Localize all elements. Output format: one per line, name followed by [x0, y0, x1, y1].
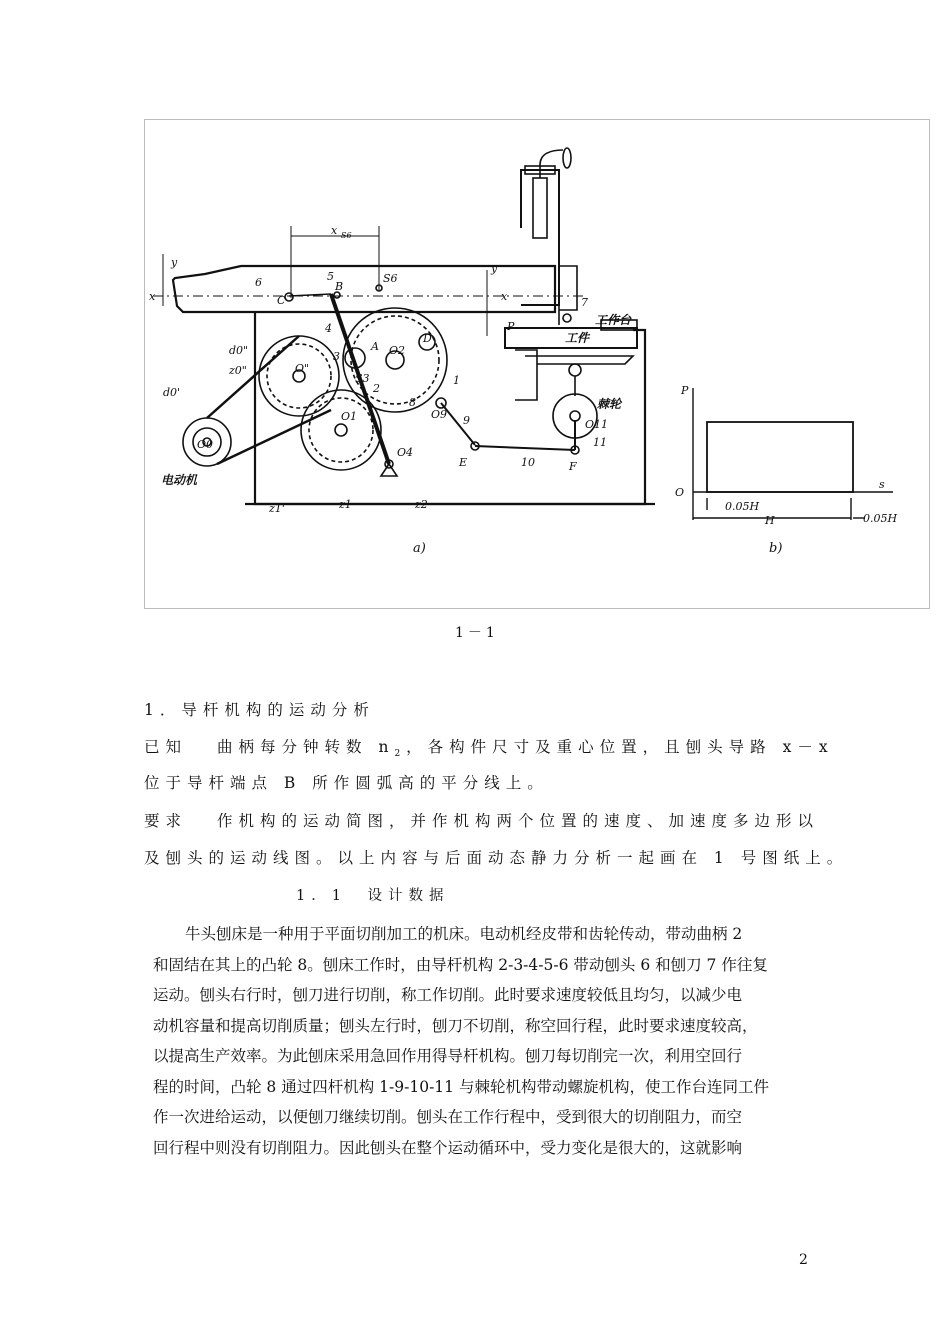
body-line: 动机容量和提高切削质量；刨头左行时，刨刀不切削，称空回行程，此时要求速度较高， [153, 1016, 758, 1035]
label-motor: 电动机 [161, 473, 198, 487]
label-z1: z1 [339, 498, 352, 511]
label-3: 3 [333, 350, 340, 363]
req-text: 作机构的运动简图，并作机构两个位置的速度、加速度多边形以 [217, 812, 820, 830]
label-o1: O1 [341, 410, 358, 423]
label-10: 10 [521, 456, 535, 469]
label-o11: O11 [585, 418, 609, 431]
label-8: 8 [409, 396, 416, 409]
known-line-2: 位于导杆端点 B 所作圆弧高的平分线上。 [144, 774, 549, 792]
label-opp: O" [295, 362, 310, 375]
label-c: C [277, 294, 286, 307]
label-s6: S6 [383, 272, 398, 285]
body-paragraph [153, 919, 793, 1163]
label-y-s6: y [171, 256, 178, 269]
label-s3: S3 [355, 372, 370, 385]
label-1: 1 [453, 374, 460, 387]
label-x-s6-sub: S6 [341, 231, 352, 240]
label-x-left: x [149, 290, 156, 303]
label-z1p: z1' [269, 502, 285, 515]
body-line: 作一次进给运动，以便刨刀继续切削。刨头在工作行程中，受到很大的切削阻力，而空 [153, 1108, 743, 1126]
req-label: 要求 [144, 812, 188, 830]
known-text-a: 曲柄每分钟转数 n [217, 738, 395, 756]
body-line: 和固结在其上的凸轮 8。刨床工作时，由导杆机构 2-3-4-5-6 带动刨头 6 和刨刀 7 作往复 [153, 955, 768, 974]
body-line: 以提高生产效率。为此刨床采用急回作用得导杆机构。刨刀每切削完一次，利用空回行 [153, 1047, 743, 1065]
known-sub: 2 [394, 749, 407, 759]
label-p: P [507, 320, 515, 333]
req-line-1 [144, 809, 819, 831]
label-b-s: s [879, 478, 885, 491]
label-e: E [459, 456, 468, 469]
label-x-s6: x [331, 224, 338, 237]
label-2: 2 [373, 382, 380, 395]
label-y-p: y [491, 262, 498, 275]
known-text-b: ，各构件尺寸及重心位置，且刨头导路 x－x [406, 738, 834, 756]
label-b-005h-right: 0.05H [863, 512, 898, 525]
label-worktable: 工作台 [595, 313, 632, 327]
label-ratchet: 棘轮 [597, 397, 622, 411]
known-label: 已知 [144, 738, 188, 756]
body-line: 牛头刨床是一种用于平面切削加工的机床。电动机经皮带和齿轮传动，带动曲柄 2 [185, 925, 743, 943]
page-number: 2 [799, 1252, 808, 1268]
label-5: 5 [327, 270, 334, 283]
subsection-heading: 1．1 设计数据 [296, 888, 450, 904]
label-11: 11 [593, 436, 607, 449]
body-line: 程的时间，凸轮 8 通过四杆机构 1-9-10-11 与棘轮机构带动螺旋机构，使工作台连同工件 [153, 1077, 769, 1096]
label-o9: O9 [431, 408, 448, 421]
label-4: 4 [325, 322, 332, 335]
label-z0pp: z0" [229, 364, 247, 377]
figure-caption: 1－1 [455, 625, 499, 641]
label-9: 9 [463, 414, 470, 427]
body-line: 运动。刨头右行时，刨刀进行切削，称工作切削。此时要求速度较低且均匀，以减少电 [153, 986, 743, 1004]
label-f: F [569, 460, 577, 473]
label-b: B [335, 280, 344, 293]
section-heading: 1．导杆机构的运动分析 [144, 701, 375, 719]
label-o2: O2 [389, 344, 406, 357]
figure-frame [144, 119, 930, 609]
panel-a-label: a) [413, 541, 426, 556]
req-line-2: 及刨头的运动线图。以上内容与后面动态静力分析一起画在 1 号图纸上。 [144, 849, 849, 867]
label-workpiece: 工件 [565, 331, 590, 345]
label-b-p: P [681, 384, 689, 397]
body-line: 回行程中则没有切削阻力。因此刨头在整个运动循环中，受力变化是很大的，这就影响 [153, 1138, 743, 1157]
label-x-right: x [501, 290, 508, 303]
panel-b-label: b) [769, 541, 783, 556]
label-z2: z2 [415, 498, 428, 511]
label-a: A [371, 340, 379, 353]
known-line-1 [144, 735, 834, 759]
shaper-mechanism-drawing [145, 120, 931, 610]
label-6: 6 [255, 276, 262, 289]
label-d0p: d0' [163, 386, 181, 399]
label-o4: O4 [397, 446, 414, 459]
label-b-o: O [675, 486, 685, 499]
label-b-005h-left: 0.05H [725, 500, 760, 513]
label-7: 7 [581, 296, 588, 309]
label-d0pp: d0" [229, 344, 249, 357]
label-o0: O0 [197, 438, 214, 451]
label-b-h: H [765, 514, 775, 527]
label-d: D [423, 332, 432, 345]
